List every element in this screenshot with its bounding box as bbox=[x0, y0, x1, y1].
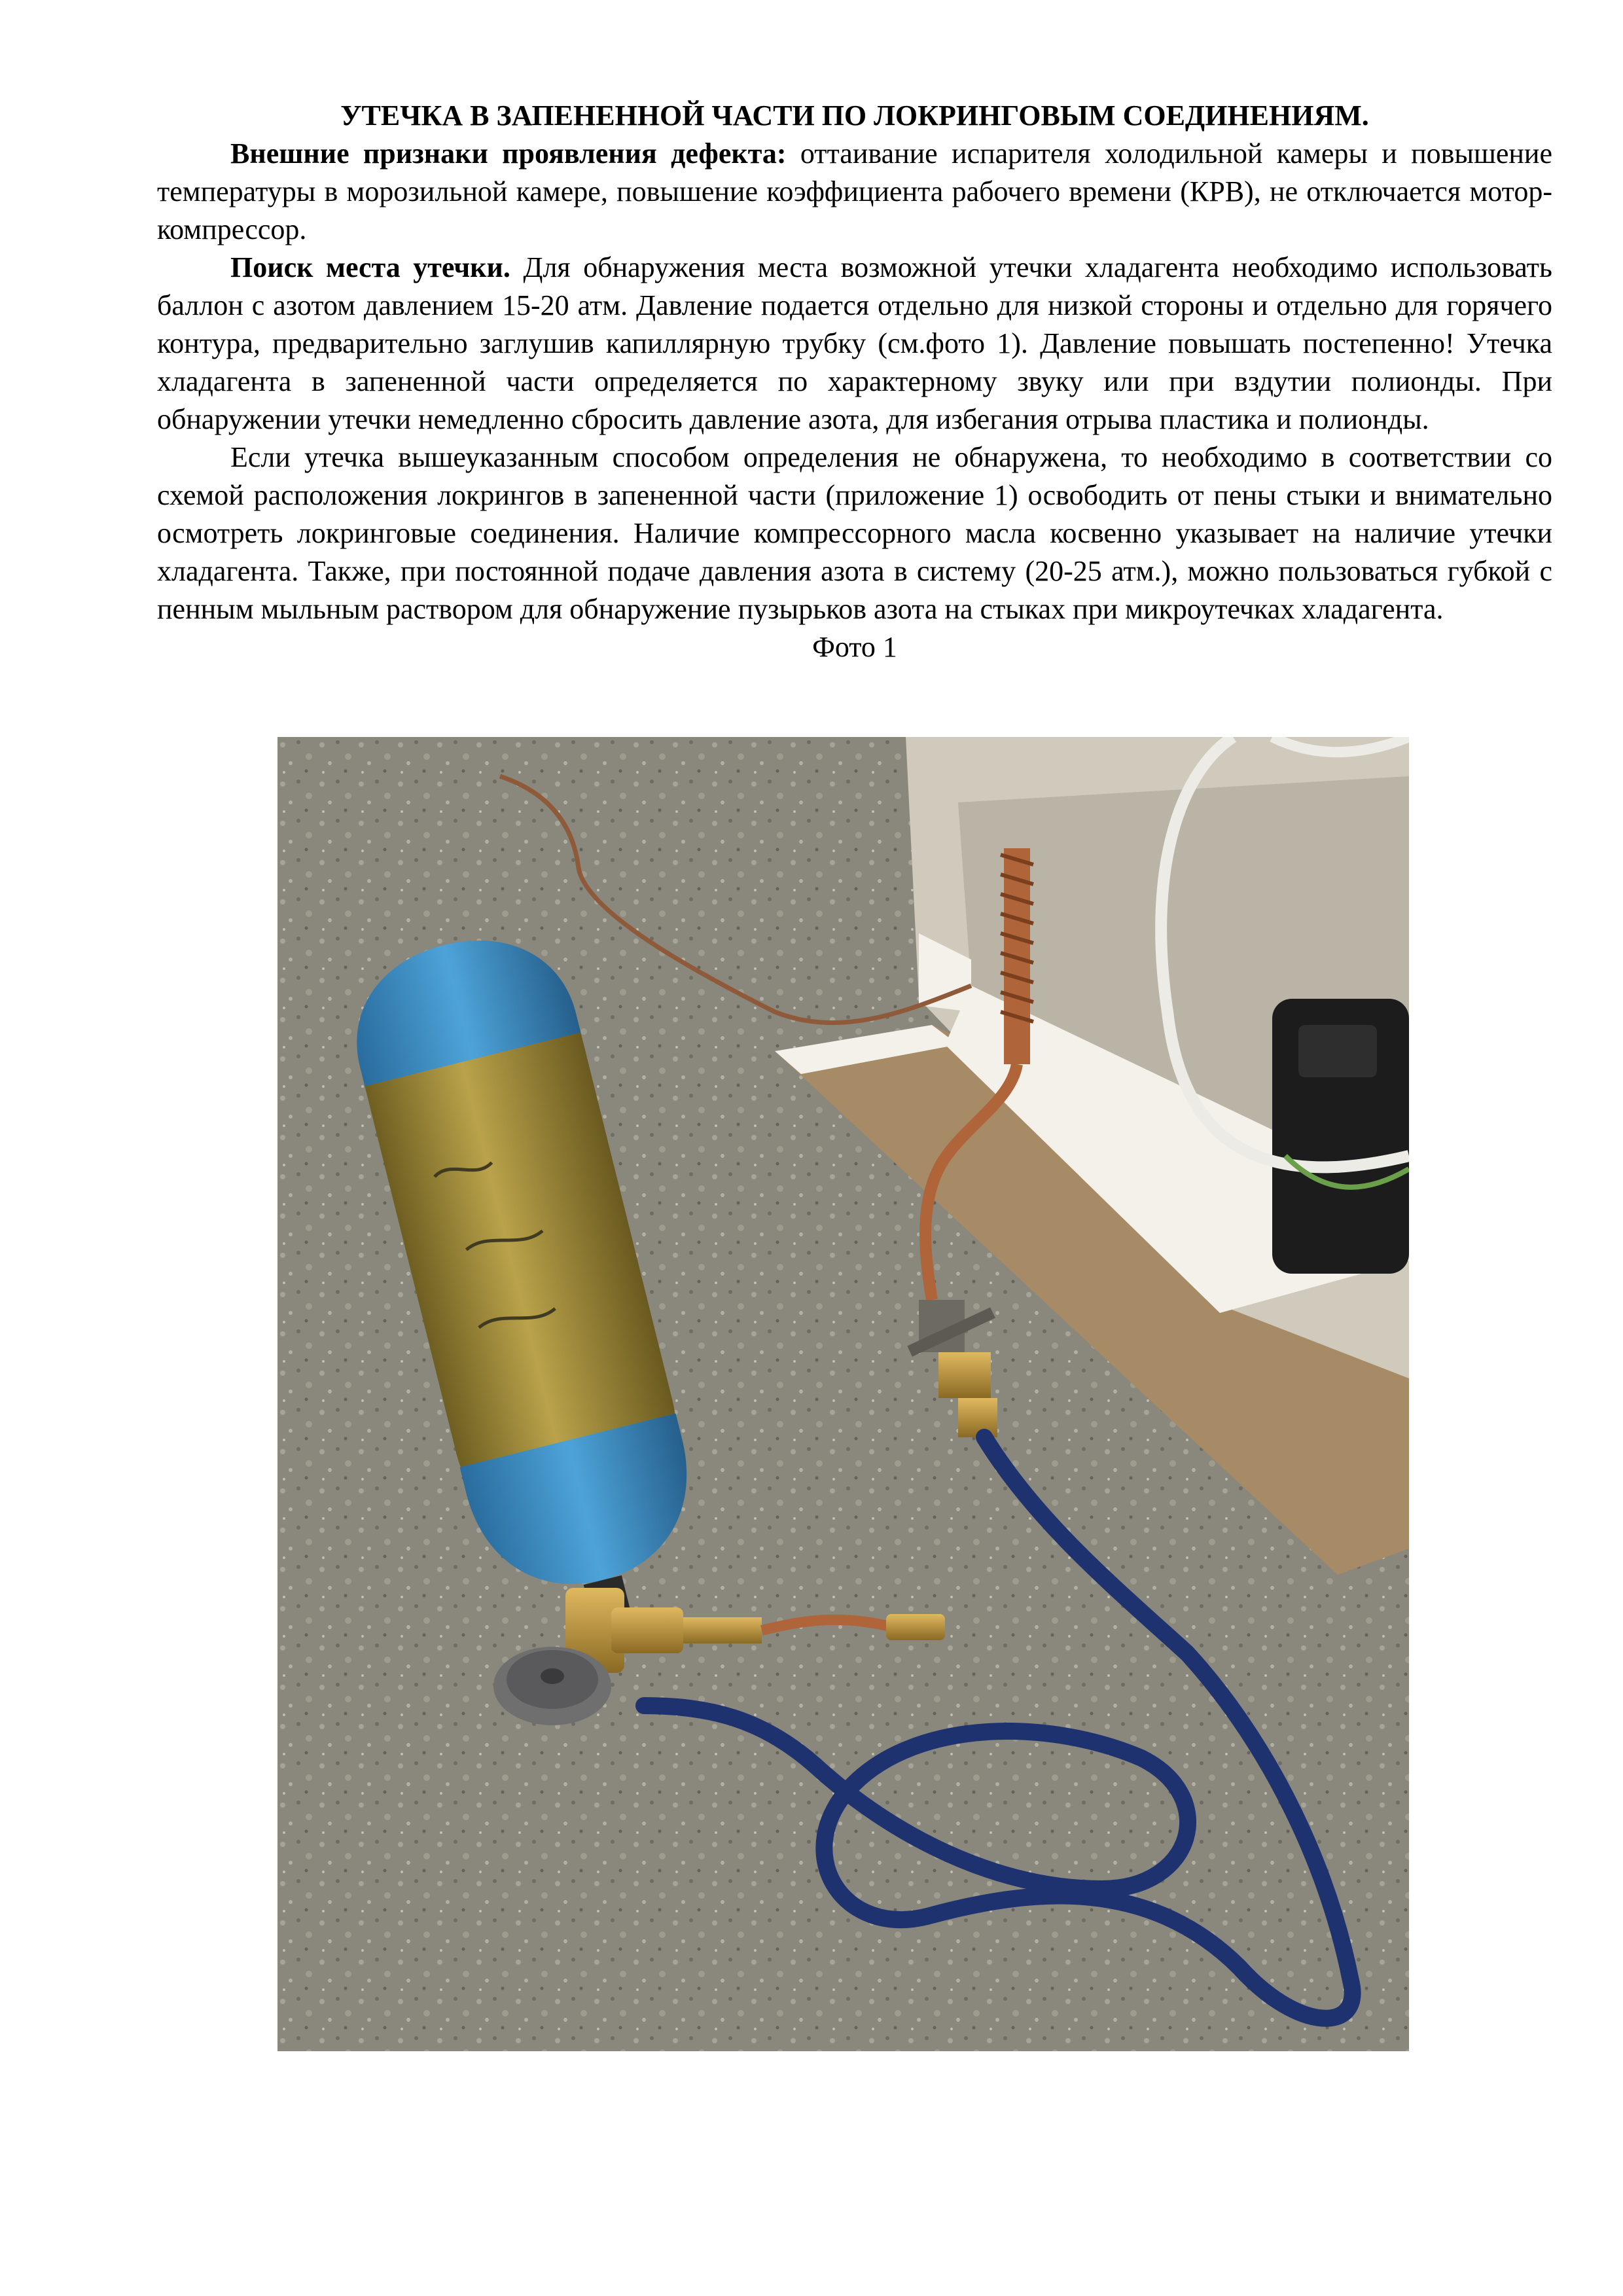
paragraph-lead-leak-search: Поиск места утечки. bbox=[230, 251, 510, 283]
paragraph-defect-symptoms bbox=[157, 135, 1552, 249]
photo-nitrogen-cylinder-setup bbox=[277, 737, 1409, 2051]
document-title: УТЕЧКА В ЗАПЕНЕННОЙ ЧАСТИ ПО ЛОКРИНГОВЫМ СОЕДИНЕНИЯМ. bbox=[340, 99, 1369, 132]
photo-illustration bbox=[277, 737, 1409, 2051]
valve-handwheel bbox=[493, 1647, 611, 1725]
paragraph-lokring-inspection: Если утечка вышеуказанным способом определения не обнаружена, то необходимо в соответствии со схемой расположения локрингов в запененной части (приложение 1) освободить от пены стыки и внимательно осмотреть локринговые соединения. Наличие компрессорного масла косвенно указывает на наличие утечки хладагента. Также, при постоянной подаче давления азота в систему (20-25 атм.), можно пользоваться губкой с пенным мыльным раствором для обнаружение пузырьков азота на стыках при микроутечках хладагента. bbox=[157, 441, 1552, 625]
paragraph-text-symptoms: оттаивание испарителя холодильной камеры и повышение температуры в морозильной камере, повышение коэффициента рабочего времени (КРВ), не отключается мотор-компрессор. bbox=[157, 137, 1552, 245]
paragraph-text-leak-search: Для обнаружения места возможной утечки хладагента необходимо использовать баллон с азотом давлением 15-20 атм. Давление подается отдельно для низкой стороны и отдельно для горячего контура, предварительно заглушив капиллярную трубку (см.фото 1). Давление повышать постепенно! Утечка хладагента в запененной части определяется по характерному звуку или при вздутии полионды. При обнаружении утечки немедленно сбросить давление азота, для избегания отрыва пластика и полионды. bbox=[157, 251, 1552, 435]
paragraph-lead-symptoms: Внешние признаки проявления дефекта: bbox=[230, 137, 787, 170]
paragraph-leak-search bbox=[157, 249, 1552, 439]
copper-coil bbox=[1001, 848, 1033, 1064]
photo-caption: Фото 1 bbox=[812, 631, 897, 663]
text-block bbox=[157, 97, 1552, 666]
